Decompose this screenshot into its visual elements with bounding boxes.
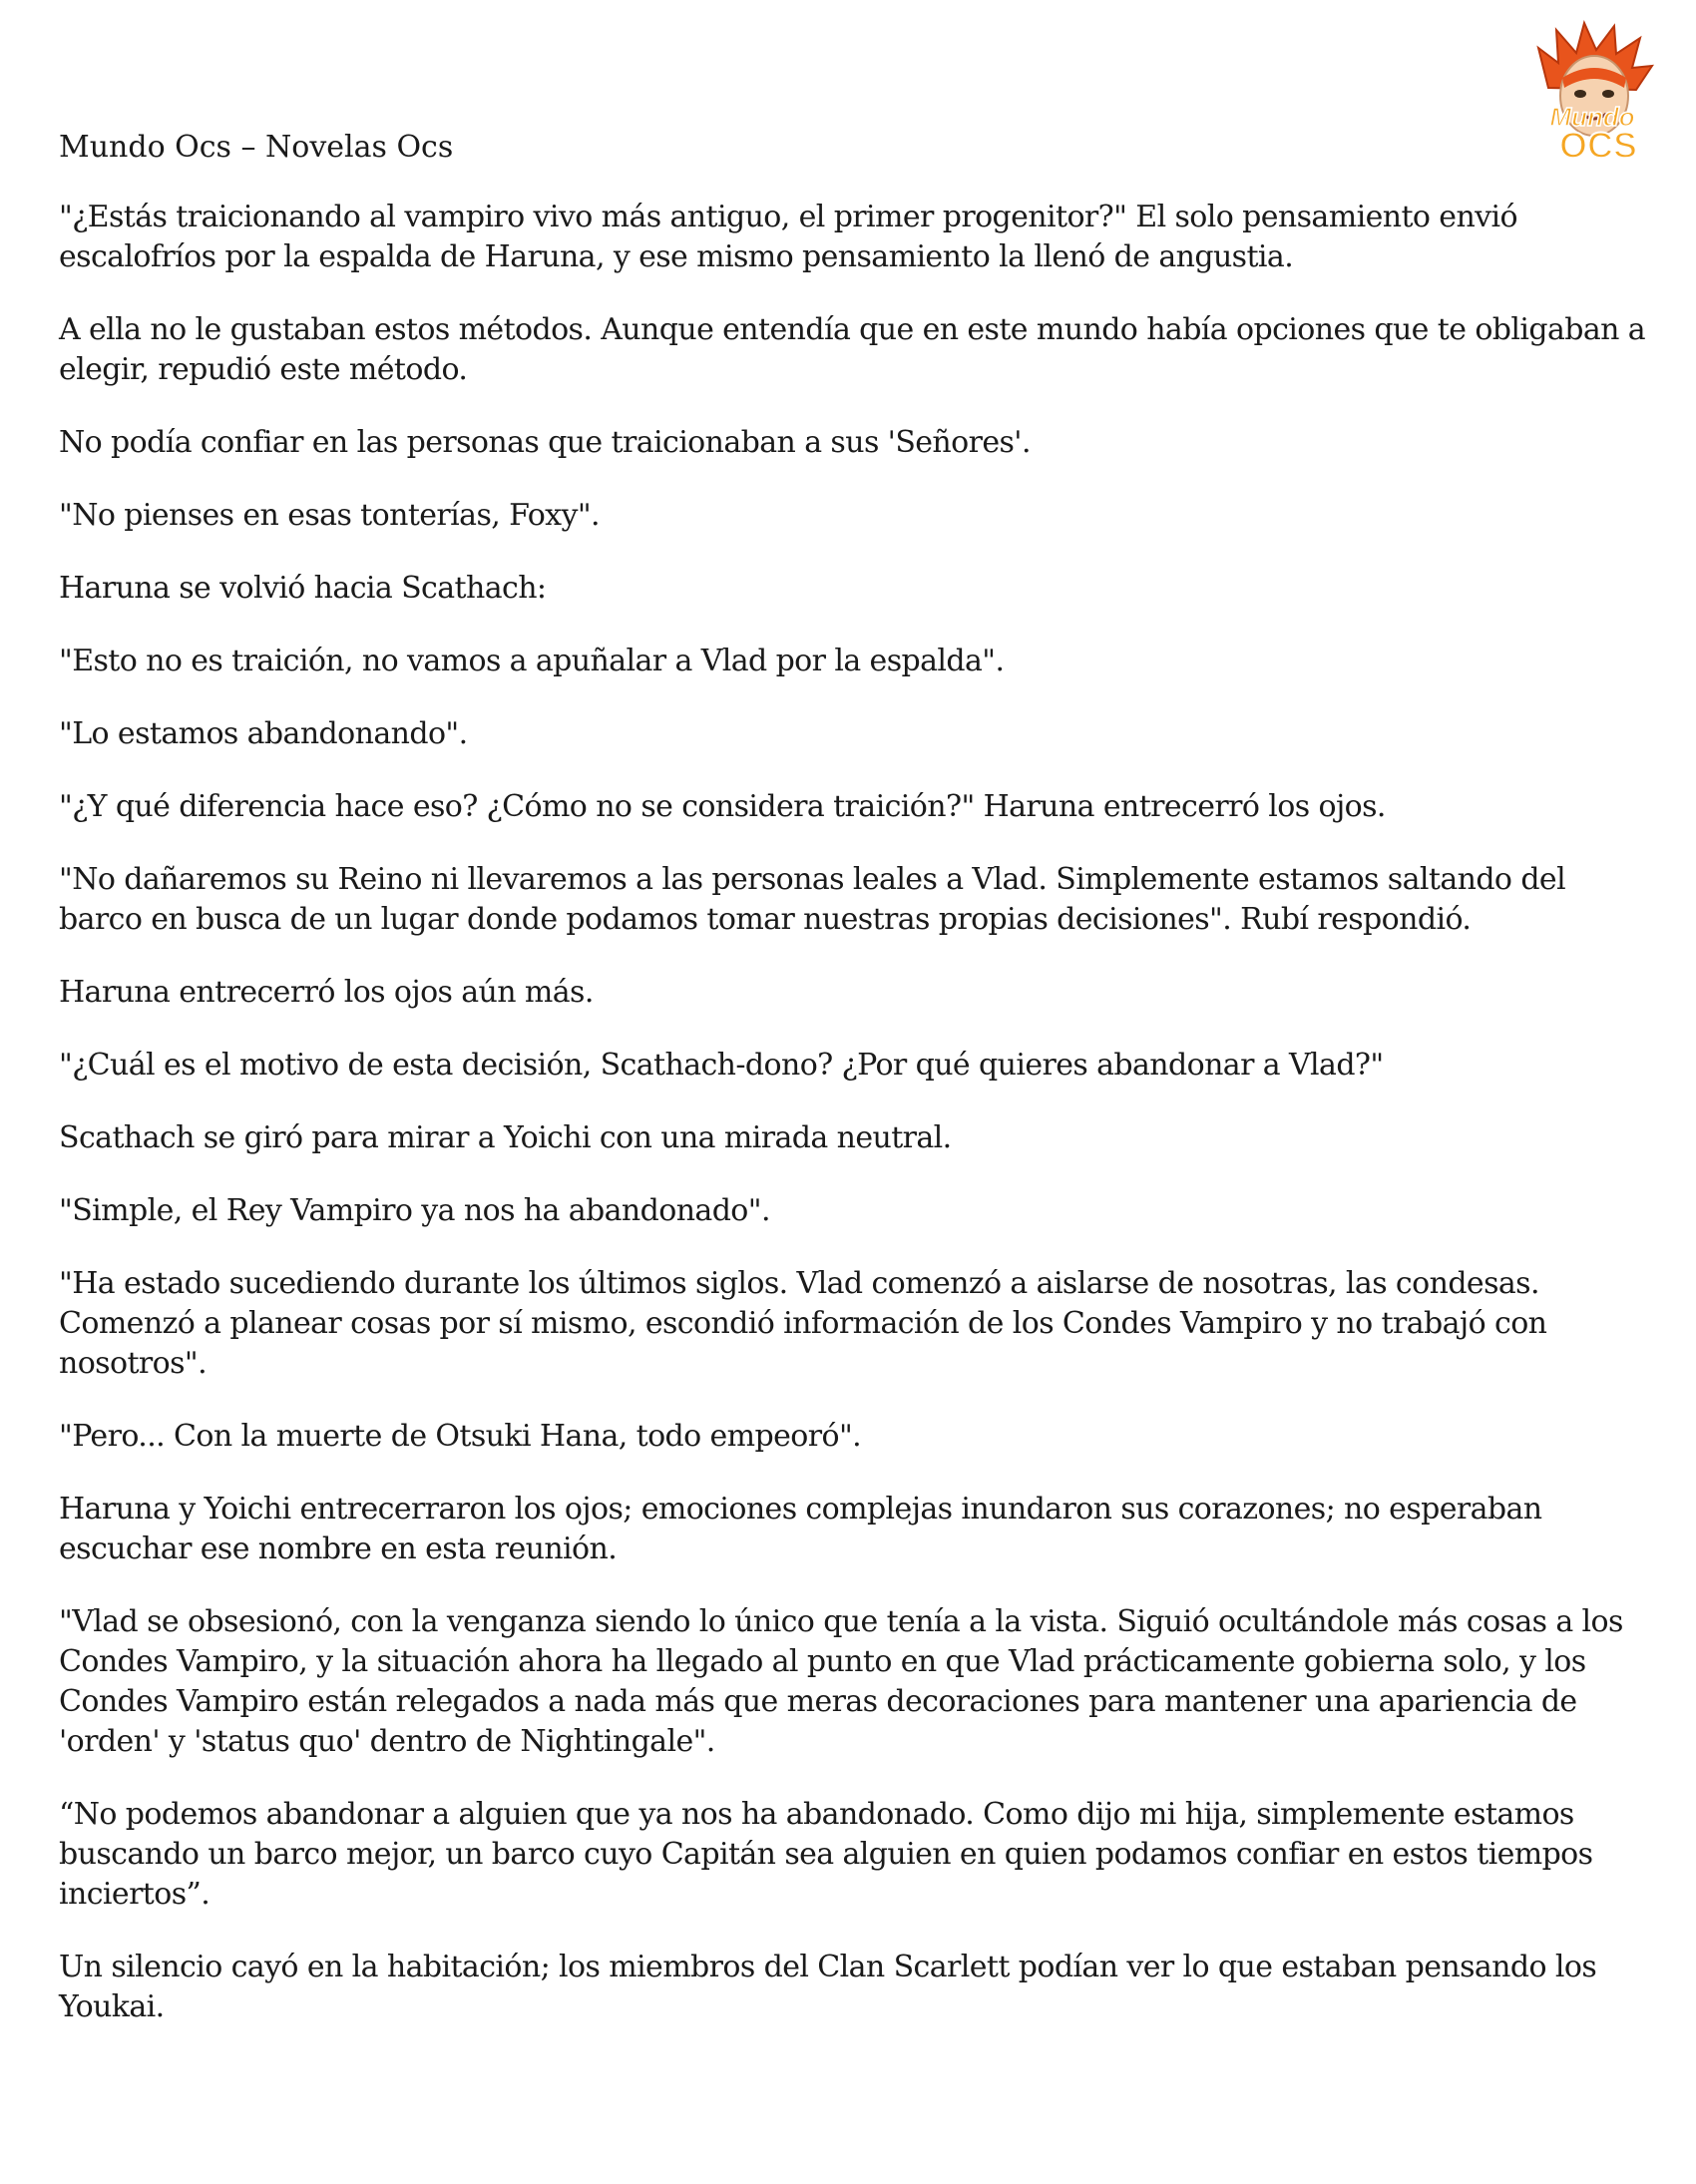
paragraph: "Simple, el Rey Vampiro ya nos ha abandonado". bbox=[59, 1193, 770, 1228]
document-body bbox=[59, 198, 1655, 2027]
paragraph: Un silencio cayó en la habitación; los miembros del Clan Scarlett podían ver lo que estaban pensando los Youkai. bbox=[59, 1950, 1597, 2024]
paragraph: "Pero... Con la muerte de Otsuki Hana, todo empeoró". bbox=[59, 1419, 862, 1454]
logo-text-ocs: OCS bbox=[1558, 125, 1638, 166]
paragraph: Scathach se giró para mirar a Yoichi con una mirada neutral. bbox=[59, 1120, 952, 1155]
paragraph: A ella no le gustaban estos métodos. Aunque entendía que en este mundo había opciones que te obligaban a elegir, repudió este método. bbox=[59, 312, 1646, 387]
paragraph: No podía confiar en las personas que traicionaban a sus 'Señores'. bbox=[59, 425, 1031, 460]
paragraph: "¿Estás traicionando al vampiro vivo más antiguo, el primer progenitor?" El solo pensamiento envió escalofríos por la espalda de Haruna, y ese mismo pensamiento la llenó de angustia. bbox=[59, 200, 1517, 274]
logo-text-mundo: Mundo bbox=[1549, 102, 1635, 132]
paragraph: "Vlad se obsesionó, con la venganza siendo lo único que tenía a la vista. Siguió ocultándole más cosas a los Condes Vampiro, y la situación ahora ha llegado al punto en que Vlad prácticamente gobierna solo, y los Condes Vampiro están relegados a nada más que meras decoraciones para mantener una apariencia de 'orden' y 'status quo' dentro de Nightingale". bbox=[59, 1604, 1623, 1759]
paragraph: Haruna y Yoichi entrecerraron los ojos; emociones complejas inundaron sus corazones; no esperaban escuchar ese nombre en esta reunión. bbox=[59, 1492, 1542, 1566]
paragraph: Haruna entrecerró los ojos aún más. bbox=[59, 975, 594, 1010]
paragraph: "No dañaremos su Reino ni llevaremos a las personas leales a Vlad. Simplemente estamos saltando del barco en busca de un lugar donde podamos tomar nuestras propias decisiones". Rubí respondió. bbox=[59, 862, 1566, 937]
paragraph: "Esto no es traición, no vamos a apuñalar a Vlad por la espalda". bbox=[59, 644, 1005, 678]
paragraph: "¿Cuál es el motivo de esta decisión, Scathach-dono? ¿Por qué quieres abandonar a Vlad?" bbox=[59, 1048, 1384, 1083]
paragraph: Haruna se volvió hacia Scathach: bbox=[59, 571, 547, 606]
paragraph: “No podemos abandonar a alguien que ya nos ha abandonado. Como dijo mi hija, simplemente estamos buscando un barco mejor, un barco cuyo Capitán sea alguien en quien podamos confiar en estos tiempos inciertos”. bbox=[59, 1797, 1593, 1912]
paragraph: "Lo estamos abandonando". bbox=[59, 716, 468, 751]
paragraph: "No pienses en esas tonterías, Foxy". bbox=[59, 498, 600, 533]
document-page bbox=[59, 128, 1655, 2060]
paragraph: "Ha estado sucediendo durante los últimos siglos. Vlad comenzó a aislarse de nosotras, las condesas. Comenzó a planear cosas por sí mismo, escondió información de los Condes Vampiro y no trabajó con nosotros". bbox=[59, 1266, 1547, 1381]
paragraph: "¿Y qué diferencia hace eso? ¿Cómo no se considera traición?" Haruna entrecerró los ojos. bbox=[59, 789, 1386, 824]
document-header: Mundo Ocs – Novelas Ocs bbox=[59, 130, 454, 165]
